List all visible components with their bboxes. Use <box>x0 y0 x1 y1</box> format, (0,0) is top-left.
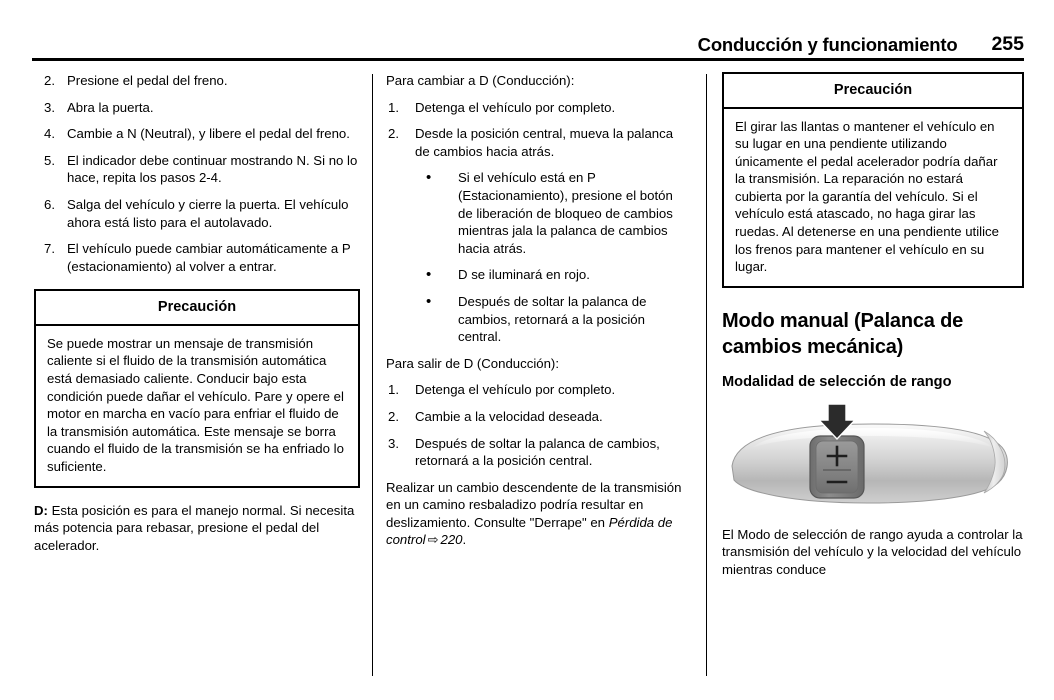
list-item <box>386 266 691 284</box>
list-text: Si el vehículo está en P (Estacionamiento), presione el botón de liberación de bloqueo de cambios mientras jala la palanca de cambios hacia atrás. <box>458 170 673 256</box>
caution-title: Precaución <box>724 74 1022 109</box>
page-title: Conducción y funcionamiento <box>697 33 958 55</box>
list-marker: 5. <box>44 152 55 168</box>
bullet-dot-icon: • <box>426 292 432 310</box>
range-mode-description: El Modo de selección de rango ayuda a controlar la transmisión del vehículo y la velocidad del vehículo mientras conduce <box>722 526 1023 578</box>
column-divider-left <box>372 74 373 676</box>
column-divider-right <box>706 74 707 676</box>
list-marker: 7. <box>44 241 55 257</box>
list-item <box>34 125 360 143</box>
column-left <box>34 72 360 568</box>
list-text: Cambie a N (Neutral), y libere el pedal del freno. <box>67 126 350 142</box>
list-marker: 2. <box>388 408 399 424</box>
list-text: Desde la posición central, mueva la palanca de cambios hacia atrás. <box>415 126 674 159</box>
left-numbered-list <box>34 72 360 275</box>
column-middle <box>386 72 691 558</box>
drive-position-label: D: <box>34 502 48 518</box>
list-item <box>34 72 360 90</box>
caution-body: Se puede mostrar un mensaje de transmisión caliente si el fluido de la transmisión automática está demasiado caliente. Conducir bajo esta condición puede dañar el vehículo. Pare y opere el motor en marcha en vacío para enfriar el fluido de la transmisión automática. Este mensaje se borra cuando el fluido de la transmisión se ha enfriado lo suficiente. <box>47 335 344 474</box>
list-text: Salga del vehículo y cierre la puerta. El vehículo ahora está listo para el autolavado. <box>67 196 349 230</box>
list-item <box>386 408 691 426</box>
list-text: El indicador debe continuar mostrando N. Si no lo hace, repita los pasos 2-4. <box>67 152 358 186</box>
list-item <box>386 435 691 470</box>
list-item <box>386 125 691 160</box>
list-marker: 1. <box>388 382 399 398</box>
cross-reference-arrow-icon: ⇨ <box>427 532 439 548</box>
exit-drive-list <box>386 381 691 469</box>
shift-to-drive-list <box>386 99 691 161</box>
content-columns <box>0 72 1054 682</box>
caution-box-right <box>722 72 1024 288</box>
list-text: Presione el pedal del freno. <box>67 73 228 88</box>
list-item <box>34 152 360 187</box>
list-marker: 2. <box>388 126 399 142</box>
list-text: Abra la puerta. <box>67 99 154 115</box>
header-divider-rule <box>32 58 1024 61</box>
list-text: Detenga el vehículo por completo. <box>415 382 616 398</box>
list-marker: 4. <box>44 126 55 142</box>
list-text: D se iluminará en rojo. <box>458 267 590 283</box>
shift-to-drive-lead: Para cambiar a D (Conducción): <box>386 73 575 88</box>
column-right <box>722 72 1024 592</box>
caution-box-left <box>34 289 360 487</box>
sub-heading: Modalidad de selección de rango <box>722 373 952 390</box>
list-item <box>386 169 691 257</box>
exit-drive-lead: Para salir de D (Conducción): <box>386 355 559 371</box>
list-item <box>386 381 691 399</box>
cross-reference-page: 220 <box>440 532 463 548</box>
downshift-warning-paragraph <box>386 479 691 549</box>
list-marker: 6. <box>44 196 55 212</box>
list-text: El vehículo puede cambiar automáticamente a P (estacionamiento) al volver a entrar. <box>67 241 351 274</box>
downshift-warning-text: Realizar un cambio descendente de la transmisión en un camino resbaladizo podría resultar en deslizamiento. Consulte "Derrape" en <box>386 479 682 530</box>
page-number: 255 <box>991 32 1024 55</box>
list-marker: 2. <box>44 73 55 88</box>
list-item <box>34 196 360 231</box>
list-text: Detenga el vehículo por completo. <box>415 99 616 115</box>
list-text: Cambie a la velocidad deseada. <box>415 408 603 424</box>
list-item <box>386 99 691 117</box>
list-text: Después de soltar la palanca de cambios, retornará a la posición central. <box>458 293 647 345</box>
list-marker: 3. <box>388 435 399 451</box>
bullet-dot-icon: • <box>426 169 432 187</box>
drive-position-text: Esta posición es para el manejo normal. Si necesita más potencia para rebasar, presione el pedal del acelerador. <box>34 502 355 553</box>
bullet-dot-icon: • <box>426 266 432 284</box>
section-heading: Modo manual (Palanca de cambios mecánica) <box>722 309 964 358</box>
list-item <box>34 240 360 275</box>
list-text: Después de soltar la palanca de cambios, retornará a la posición central. <box>415 435 660 469</box>
list-marker: 3. <box>44 99 55 115</box>
cross-reference-period: . <box>462 532 467 548</box>
caution-title: Precaución <box>36 291 358 326</box>
cross-reference-title: Pérdida de control <box>386 514 673 548</box>
page-header <box>32 26 1024 54</box>
list-item <box>386 293 691 346</box>
shift-to-drive-bullets <box>386 169 691 345</box>
caution-body: El girar las llantas o mantener el vehículo en su lugar en una pendiente utilizando únicamente el pedal acelerador podría dañar la transmisión. La reparación no estará cubierta por la garantía del vehículo. Si el vehículo está atascado, no haga girar las ruedas. Al detenerse en una pendiente utilice los frenos para mantener el vehículo en su lugar. <box>735 118 999 275</box>
list-item <box>34 99 360 117</box>
drive-position-paragraph <box>34 502 360 555</box>
list-marker: 1. <box>388 99 399 115</box>
shift-lever-range-selection-illustration <box>722 404 1024 512</box>
